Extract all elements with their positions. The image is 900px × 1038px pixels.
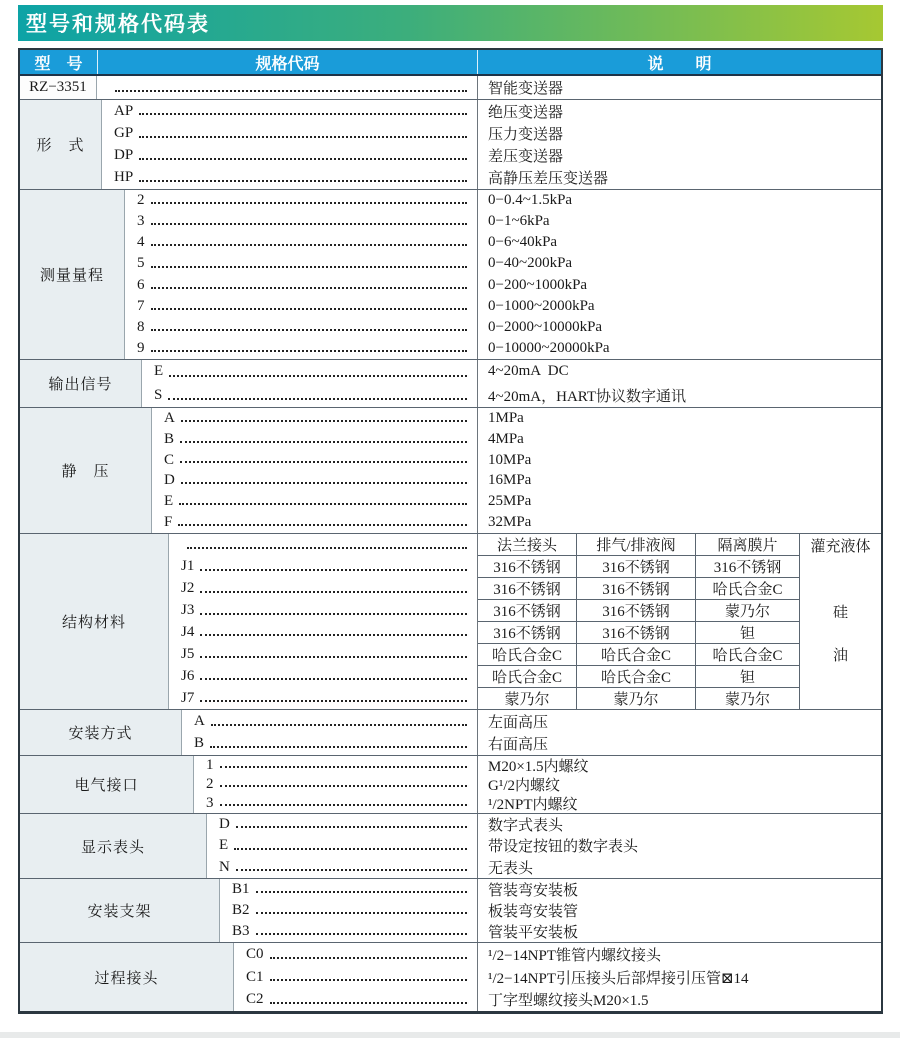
dot-leader [220, 804, 468, 806]
code-label: 8 [137, 318, 145, 335]
section-6 [20, 756, 881, 814]
header-model-cell: 型 号 [34, 55, 83, 73]
description-text: ¹/2−14NPT引压接头后部焊接引压管⊠14 [488, 970, 749, 987]
page-bottom-strip [0, 1032, 900, 1038]
dot-leader [270, 979, 467, 981]
section-label: 结构材料 [20, 534, 169, 709]
section-desc-cell [477, 534, 881, 709]
section-0 [20, 100, 881, 190]
materials-cell: 钽 [696, 622, 800, 644]
code-label: B2 [232, 902, 250, 918]
description-text: 0−2000~10000kPa [488, 318, 603, 335]
spec-row [152, 408, 477, 429]
materials-cell: 蒙乃尔 [696, 600, 800, 622]
description-text: ¹/2NPT内螺纹 [488, 797, 578, 813]
code-label: F [164, 514, 173, 531]
section-desc-cell [477, 190, 881, 359]
fill-liquid-char: 硅 [832, 604, 848, 621]
code-label: 5 [137, 255, 145, 272]
dot-leader [181, 420, 467, 422]
code-label: C [164, 451, 175, 468]
section-spec-cell [102, 100, 477, 189]
section-desc-cell [477, 408, 881, 533]
code-label: GP [114, 124, 134, 141]
spec-row [125, 338, 477, 359]
section-desc-cell [477, 943, 881, 1011]
dot-leader [211, 724, 467, 726]
spec-row [169, 687, 477, 709]
description-text: 压力变送器 [488, 126, 564, 143]
model-row [20, 76, 881, 100]
code-label: J5 [181, 645, 195, 662]
description-text: 1MPa [488, 409, 524, 426]
dot-leader [179, 503, 467, 505]
spec-row [125, 232, 477, 253]
spec-row [194, 775, 477, 794]
section-label: 静 压 [20, 408, 152, 533]
section-label: 测量量程 [20, 190, 125, 359]
spec-row [125, 275, 477, 296]
spec-row [125, 190, 477, 211]
dot-leader [187, 547, 467, 549]
spec-row [102, 167, 477, 189]
dot-leader [181, 482, 467, 484]
spec-row [102, 100, 477, 122]
spec-row [169, 556, 477, 578]
code-label: E [164, 493, 174, 510]
spec-row [220, 900, 477, 921]
dot-leader [151, 287, 468, 289]
spec-row [152, 470, 477, 491]
spec-row [142, 384, 477, 408]
description-text: 右面高压 [488, 737, 549, 754]
model-spec-cell [97, 76, 477, 99]
description-text: 32MPa [488, 514, 532, 531]
description-text: G¹/2内螺纹 [488, 778, 560, 794]
dot-leader [151, 223, 468, 225]
dot-leader [220, 766, 468, 768]
table-header-row [20, 50, 881, 76]
dot-leader [256, 912, 467, 914]
spec-row [207, 857, 477, 878]
code-label: DP [114, 147, 134, 164]
description-text: 0−10000~20000kPa [488, 339, 610, 356]
description-text: 16MPa [488, 472, 532, 489]
description-text: 4~20mA，HART协议数字通讯 [488, 388, 687, 405]
table-body [20, 76, 881, 1011]
dot-leader [256, 933, 467, 935]
description-text: 差压变送器 [488, 149, 564, 166]
spec-row [169, 578, 477, 600]
materials-cell: 316不锈钢 [478, 600, 577, 622]
dot-leader [168, 398, 467, 400]
spec-row [102, 145, 477, 167]
spec-row [152, 491, 477, 512]
section-label: 形 式 [20, 100, 102, 189]
dot-leader [270, 1002, 467, 1004]
description-text: 4~20mA DC [488, 363, 569, 380]
dot-leader [115, 90, 467, 92]
dot-leader [139, 113, 467, 115]
description-text: 智能变送器 [488, 81, 564, 97]
materials-cell: 316不锈钢 [478, 556, 577, 578]
spec-row [142, 360, 477, 384]
dot-leader [151, 350, 468, 352]
dot-leader [200, 678, 467, 680]
fill-liquid-text [800, 556, 881, 709]
code-label: B [194, 735, 205, 752]
spec-row [234, 988, 477, 1011]
spec-row [220, 921, 477, 942]
section-desc-cell [477, 756, 881, 813]
section-spec-cell [220, 879, 477, 942]
code-label: B3 [232, 923, 250, 939]
materials-header-cell: 灌充液体 [810, 538, 871, 555]
code-label: HP [114, 169, 134, 186]
code-label: 6 [137, 276, 145, 293]
dot-leader [151, 266, 468, 268]
code-label: D [219, 816, 230, 833]
spec-row [169, 622, 477, 644]
description-text: 管装平安装板 [488, 925, 579, 941]
materials-cell: 316不锈钢 [577, 578, 696, 600]
dot-leader [169, 375, 467, 377]
section-5 [20, 710, 881, 756]
header-spec-code-cell: 规格代码 [97, 50, 477, 74]
dot-leader [270, 957, 467, 959]
description-text: 0−6~40kPa [488, 234, 558, 251]
section-2 [20, 360, 881, 408]
dot-leader [200, 656, 467, 658]
spec-row [152, 429, 477, 450]
materials-cell: 蒙乃尔 [577, 688, 696, 709]
materials-cell: 哈氏合金C [478, 644, 577, 666]
dot-leader [180, 441, 467, 443]
dot-leader [139, 158, 467, 160]
description-text: 25MPa [488, 493, 532, 510]
section-spec-cell [182, 710, 477, 755]
materials-cell: 316不锈钢 [577, 622, 696, 644]
description-text: 板装弯安装管 [488, 904, 579, 920]
section-3 [20, 408, 881, 534]
spec-row [152, 512, 477, 533]
description-text: M20×1.5内螺纹 [488, 759, 589, 775]
code-label: J7 [181, 689, 195, 706]
materials-cell: 316不锈钢 [478, 622, 577, 644]
materials-cell: 哈氏合金C [696, 578, 800, 600]
title-bar [18, 5, 883, 41]
section-1 [20, 190, 881, 360]
code-label: B [164, 430, 175, 447]
dot-leader [139, 136, 467, 138]
dot-leader [210, 746, 467, 748]
page-title: 型号和规格代码表 [26, 13, 210, 36]
description-text: 0−1~6kPa [488, 213, 550, 230]
spec-row [97, 76, 477, 99]
code-label: J6 [181, 667, 195, 684]
code-label: J3 [181, 602, 195, 619]
materials-cell: 蒙乃尔 [696, 688, 800, 709]
code-label: 2 [206, 776, 214, 792]
section-label: 显示表头 [20, 814, 207, 878]
dot-leader [200, 591, 467, 593]
section-label: 安装支架 [20, 879, 220, 942]
dot-leader [236, 869, 467, 871]
section-spec-cell [125, 190, 477, 359]
spec-row [182, 710, 477, 733]
spec-row [194, 794, 477, 813]
description-text: 0−200~1000kPa [488, 276, 588, 293]
dot-leader [151, 308, 468, 310]
spec-row [234, 943, 477, 966]
dot-leader [151, 329, 468, 331]
materials-cell: 钽 [696, 666, 800, 688]
dot-leader [151, 202, 468, 204]
spec-row [125, 211, 477, 232]
dot-leader [200, 569, 467, 571]
description-text: 0−40~200kPa [488, 255, 573, 272]
description-text: 高静压差压变送器 [488, 171, 609, 188]
spec-row [125, 253, 477, 274]
materials-cell: 哈氏合金C [577, 666, 696, 688]
spec-row [169, 665, 477, 687]
code-label: N [219, 858, 230, 875]
section-7 [20, 814, 881, 879]
model-desc-cell [477, 76, 881, 99]
spec-row [169, 534, 477, 556]
description-text: 丁字型螺纹接头M20×1.5 [488, 993, 649, 1010]
code-label: C0 [246, 945, 264, 962]
description-text: 绝压变送器 [488, 104, 564, 121]
code-label: J2 [181, 580, 195, 597]
code-label: 3 [206, 795, 214, 811]
spec-row [234, 966, 477, 989]
materials-cell: 哈氏合金C [696, 644, 800, 666]
code-label: D [164, 472, 175, 489]
dot-leader [200, 613, 467, 615]
model-code-cell: RZ−3351 [20, 76, 97, 99]
materials-header-cell: 法兰接头 [478, 534, 577, 556]
spec-code-table [18, 48, 883, 1014]
code-label: 2 [137, 192, 145, 209]
code-label: E [154, 363, 164, 380]
spec-row [182, 733, 477, 756]
section-spec-cell [152, 408, 477, 533]
spec-row [125, 296, 477, 317]
code-label: 7 [137, 297, 145, 314]
spec-row [194, 756, 477, 775]
section-8 [20, 879, 881, 943]
section-spec-cell [142, 360, 477, 407]
dot-leader [200, 700, 467, 702]
section-label: 安装方式 [20, 710, 182, 755]
section-desc-cell [477, 879, 881, 942]
spec-row [152, 450, 477, 471]
materials-header-cell: 排气/排液阀 [577, 534, 696, 556]
dot-leader [220, 785, 468, 787]
dot-leader [180, 461, 467, 463]
section-desc-cell [477, 814, 881, 878]
dot-leader [200, 634, 467, 636]
header-description-cell: 说 明 [477, 50, 881, 74]
dot-leader [236, 826, 467, 828]
description-text: 数字式表头 [488, 818, 564, 835]
code-label: 9 [137, 339, 145, 356]
dot-leader [234, 848, 467, 850]
section-4 [20, 534, 881, 710]
description-text: 0−1000~2000kPa [488, 297, 595, 314]
description-text: ¹/2−14NPT锥管内螺纹接头 [488, 947, 661, 964]
section-spec-cell [234, 943, 477, 1011]
code-label: J1 [181, 558, 195, 575]
section-desc-cell [477, 100, 881, 189]
code-label: AP [114, 102, 134, 119]
section-label: 输出信号 [20, 360, 142, 407]
description-text: 4MPa [488, 430, 524, 447]
section-label: 过程接头 [20, 943, 234, 1011]
code-label: 3 [137, 213, 145, 230]
materials-cell: 哈氏合金C [478, 666, 577, 688]
spec-row [125, 317, 477, 338]
section-spec-cell [169, 534, 477, 709]
code-label: 1 [206, 757, 214, 773]
spec-row [207, 814, 477, 835]
spec-row [169, 643, 477, 665]
spec-row [220, 879, 477, 900]
materials-header-cell: 隔离膜片 [696, 534, 800, 556]
description-text: 无表头 [488, 860, 534, 877]
section-spec-cell [194, 756, 477, 813]
code-label: A [164, 409, 175, 426]
code-label: 4 [137, 234, 145, 251]
section-9 [20, 943, 881, 1011]
materials-cell: 316不锈钢 [577, 556, 696, 578]
fill-liquid-column [800, 534, 881, 709]
materials-table [478, 534, 881, 709]
code-label: C2 [246, 991, 264, 1008]
code-label: E [219, 837, 229, 854]
dot-leader [178, 524, 467, 526]
dot-leader [139, 180, 467, 182]
description-text: 带设定按钮的数字表头 [488, 839, 639, 856]
description-text: 0−0.4~1.5kPa [488, 192, 573, 209]
code-label: A [194, 712, 205, 729]
materials-cell: 哈氏合金C [577, 644, 696, 666]
dot-leader [256, 891, 467, 893]
materials-cell: 蒙乃尔 [478, 688, 577, 709]
spec-row [207, 835, 477, 856]
code-label: J4 [181, 623, 195, 640]
description-text: 左面高压 [488, 714, 549, 731]
dot-leader [151, 244, 468, 246]
materials-cell: 316不锈钢 [696, 556, 800, 578]
materials-cell: 316不锈钢 [478, 578, 577, 600]
materials-cell: 316不锈钢 [577, 600, 696, 622]
section-spec-cell [207, 814, 477, 878]
description-text: 管装弯安装板 [488, 883, 579, 899]
section-desc-cell [477, 710, 881, 755]
description-text: 10MPa [488, 451, 532, 468]
fill-liquid-char: 油 [832, 647, 848, 664]
code-label: B1 [232, 881, 250, 897]
section-desc-cell [477, 360, 881, 407]
spec-row [102, 122, 477, 144]
code-label: S [154, 386, 163, 403]
spec-row [169, 600, 477, 622]
section-label: 电气接口 [20, 756, 194, 813]
code-label: C1 [246, 968, 264, 985]
